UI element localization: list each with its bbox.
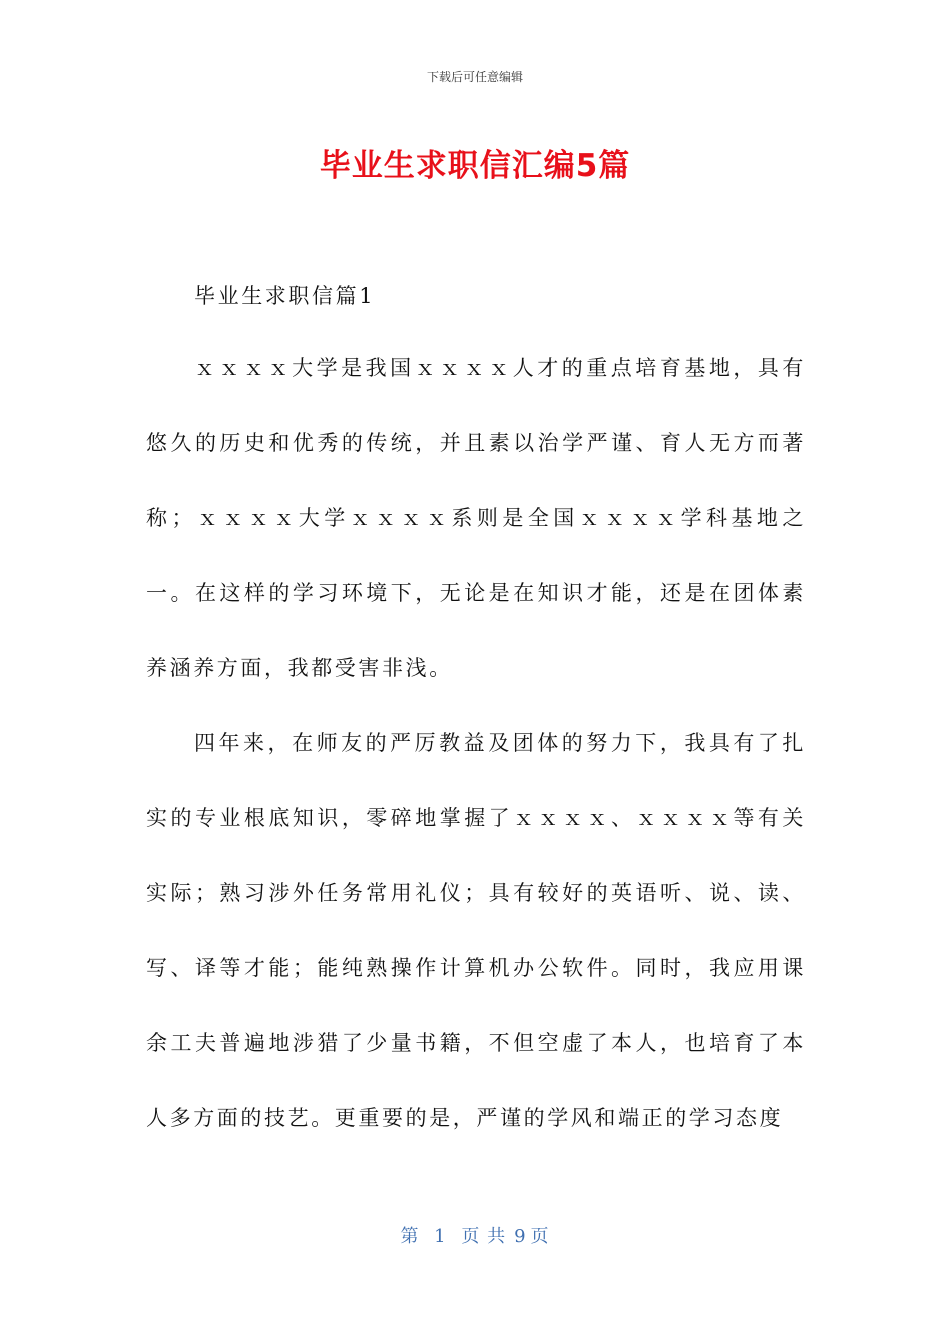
paragraph-1: ｘｘｘｘ大学是我国ｘｘｘｘ人才的重点培育基地，具有悠久的历史和优秀的传统，并且素以治学严谨、育人无方而著称；ｘｘｘｘ大学ｘｘｘｘ系则是全国ｘｘｘｘ学科基地之一。在这样的学习环境下，无论是在知识才能，还是在团体素养涵养方面，我都受害非浅。 — [146, 356, 806, 680]
document-body — [146, 331, 806, 1156]
paragraph-2: 四年来，在师友的严厉教益及团体的努力下，我具有了扎实的专业根底知识，零碎地掌握了ｘｘｘｘ、ｘｘｘｘ等有关实际；熟习涉外任务常用礼仪；具有较好的英语听、说、读、写、译等才能；能纯熟操作计算机办公软件。同时，我应用课余工夫普遍地涉猎了少量书籍，不但空虚了本人，也培育了本人多方面的技艺。更重要的是，严谨的学风和端正的学习态度 — [146, 731, 806, 1130]
page-footer — [0, 1222, 950, 1248]
footer-prefix: 第 — [400, 1226, 420, 1247]
footer-mid: 页 共 — [461, 1226, 507, 1247]
total-pages-number: 9 — [514, 1226, 527, 1247]
header-note: 下载后可任意编辑 — [426, 70, 523, 84]
section-heading: 毕业生求职信篇1 — [194, 284, 376, 308]
footer-suffix: 页 — [530, 1226, 550, 1247]
document-title: 毕业生求职信汇编5篇 — [319, 148, 631, 184]
current-page-number: 1 — [434, 1226, 447, 1247]
